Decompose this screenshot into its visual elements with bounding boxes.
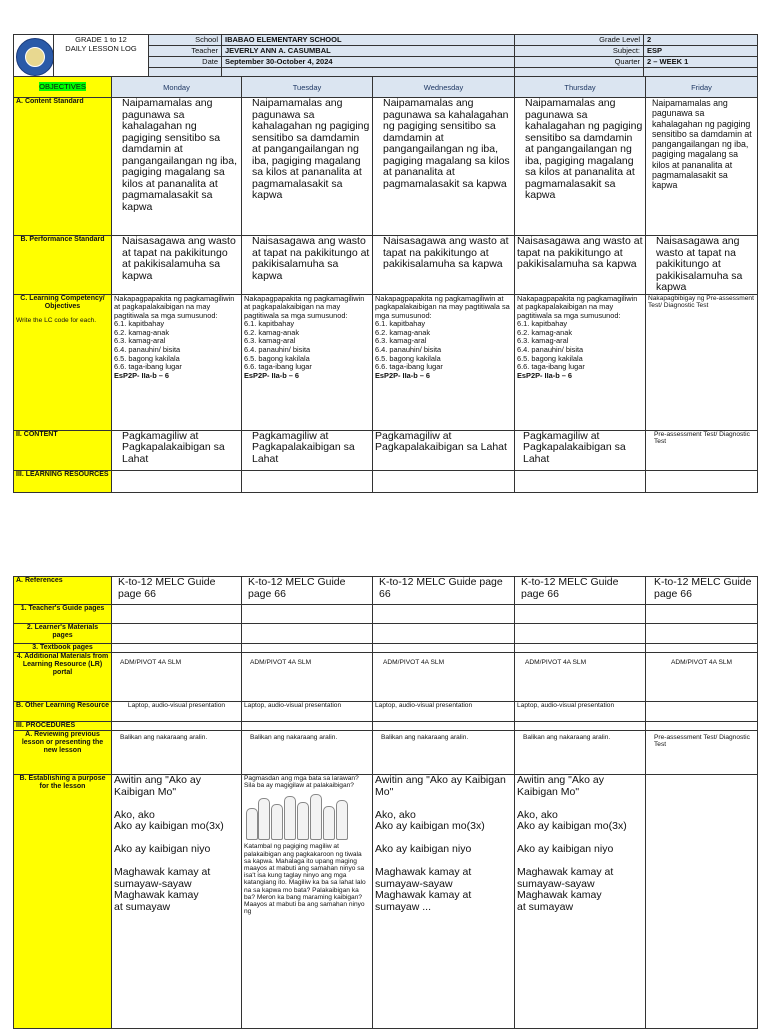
references-mon: K-to-12 MELC Guide page 66	[112, 577, 242, 605]
textbook-label: 3. Textbook pages	[14, 644, 112, 653]
competency-tue: Nakapagpapakita ng pagkamagiliwin at pagkapalakaibigan na may pagtitiwala sa mga sumusunod: 6.1. kapitbahay 6.2. kamag-anak 6.3. kamag-aral 6.4. panauhin/ bisita 6.5. bagong kakilala 6.6. taga-ibang lugar EsP2P- IIa-b – 6	[242, 294, 373, 430]
date-label: Date	[149, 57, 222, 68]
reviewing-wed: Balikan ang nakaraang aralin.	[373, 731, 515, 775]
content-standard-fri: Naipamamalas ang pagunawa sa kahalagahan ng pagiging sensitibo sa damdamin at pangangailangan ng iba, pagiging magalang sa kilos at pananalita at pagmamalasakit sa kapwa	[646, 98, 758, 236]
references-tue: K-to-12 MELC Guide page 66	[242, 577, 373, 605]
teachers-guide-label: 1. Teacher's Guide pages	[14, 605, 112, 624]
competency-label-cell	[14, 294, 112, 430]
establishing-fri	[646, 775, 758, 1029]
performance-standard-tue: Naisasagawa ang wasto at tapat na pakikitungo at pakikisalamuha sa kapwa	[242, 236, 373, 295]
deped-seal	[14, 35, 54, 79]
additional-label: 4. Additional Materials from Learning Resource (LR) portal	[14, 653, 112, 702]
competency-thu: Nakapagpapakita ng pagkamagiliwin at pagkapalakaibigan na may pagtitiwala sa mga sumusunod: 6.1. kapitbahay 6.2. kamag-anak 6.3. kamag-aral 6.4. panauhin/ bisita 6.5. bagong kakilala 6.6. taga-ibang lugar EsP2P- IIa-b – 6	[515, 294, 646, 430]
competency-fri: Nakapagbibigay ng Pre-assessment Test/ Diagnostic Test	[646, 294, 758, 430]
performance-standard-wed: Naisasagawa ang wasto at tapat na pakikitungo at pakikisalamuha sa kapwa	[373, 236, 515, 295]
performance-standard-thu: Naisasagawa ang wasto at tapat na pakikitungo at pakikisalamuha sa kapwa	[515, 236, 646, 295]
other-resources-thu: Laptop, audio-visual presentation	[515, 702, 646, 722]
other-resources-tue: Laptop, audio-visual presentation	[242, 702, 373, 722]
subject-label: Subject:	[515, 46, 644, 57]
quarter-label: Quarter	[515, 57, 644, 68]
objectives-table	[13, 76, 758, 493]
performance-standard-fri: Naisasagawa ang wasto at tapat na pakikitungo at pakikisalamuha sa kapwa	[646, 236, 758, 295]
references-label: A. References	[14, 577, 112, 605]
teacher-label: Teacher	[149, 46, 222, 57]
other-resources-label: B. Other Learning Resource	[14, 702, 112, 722]
deped-seal-icon	[16, 38, 54, 76]
content-tue: Pagkamagiliw at Pagkapalakaibigan sa Lahat	[242, 430, 373, 470]
other-resources-mon: Laptop, audio-visual presentation	[112, 702, 242, 722]
day-friday: Friday	[646, 77, 758, 98]
competency-label: C. Learning Competency/ Objectives	[20, 294, 105, 310]
reviewing-label: A. Reviewing previous lesson or presenting the new lesson	[14, 731, 112, 775]
resources-procedures-table	[13, 576, 758, 1029]
competency-mon: Nakapagpapakita ng pagkamagiliwin at pagkapalakaibigan na may pagtitiwala sa mga sumusunod: 6.1. kapitbahay 6.2. kamag-anak 6.3. kamag-aral 6.4. panauhin/ bisita 6.5. bagong kakilala 6.6. taga-ibang lugar EsP2P- IIa-b – 6	[112, 294, 242, 430]
references-thu: K-to-12 MELC Guide page 66	[515, 577, 646, 605]
header-table	[13, 34, 758, 79]
school-value: IBABAO ELEMENTARY SCHOOL	[222, 35, 515, 46]
grade-label: Grade Level	[515, 35, 644, 46]
additional-thu: ADM/PIVOT 4A SLM	[515, 653, 646, 702]
additional-wed: ADM/PIVOT 4A SLM	[373, 653, 515, 702]
log-title: GRADE 1 to 12 DAILY LESSON LOG	[54, 35, 149, 79]
additional-fri: ADM/PIVOT 4A SLM	[646, 653, 758, 702]
references-fri: K-to-12 MELC Guide page 66	[646, 577, 758, 605]
objectives-header: OBJECTIVES	[14, 77, 112, 98]
date-value: September 30-October 4, 2024	[222, 57, 515, 68]
school-label: School	[149, 35, 222, 46]
content-mon: Pagkamagiliw at Pagkapalakaibigan sa Lahat	[112, 430, 242, 470]
content-standard-mon: Naipamamalas ang pagunawa sa kahalagahan ng pagiging sensitibo sa damdamin at pangangailangan ng iba, pagiging magalang sa kilos at pananalita at pagmamalasakit sa kapwa	[112, 98, 242, 236]
references-wed: K-to-12 MELC Guide page 66	[373, 577, 515, 605]
quarter-value: 2 – WEEK 1	[644, 57, 758, 68]
content-standard-tue: Naipamamalas ang pagunawa sa kahalagahan ng pagiging sensitibo sa damdamin at pangangailangan ng iba, pagiging magalang sa kilos at pananalita at pagmamalasakit sa kapwa	[242, 98, 373, 236]
reviewing-fri: Pre-assessment Test/ Diagnostic Test	[646, 731, 758, 775]
day-monday: Monday	[112, 77, 242, 98]
content-standard-wed: Naipamamalas ang pagunawa sa kahalagahan ng pagiging sensitibo sa damdamin at pangangailangan ng iba, pagiging magalang sa kilos at pananalita at pagmamalasakit sa kapwa	[373, 98, 515, 236]
establishing-tue-question: Pagmasdan ang mga bata sa larawan? Sila ba ay magigilaw at palakaibigan?	[244, 775, 359, 790]
other-resources-wed: Laptop, audio-visual presentation	[373, 702, 515, 722]
day-thursday: Thursday	[515, 77, 646, 98]
additional-mon: ADM/PIVOT 4A SLM	[112, 653, 242, 702]
procedures-label: III. PROCEDURES	[14, 722, 112, 731]
competency-wed: Nakapagpapakita ng pagkamagiliwin at pagkapalakaibigan na may pagtitiwala sa mga sumusunod: 6.1. kapitbahay 6.2. kamag-anak 6.3. kamag-aral 6.4. panauhin/ bisita 6.5. bagong kakilala 6.6. taga-ibang lugar EsP2P- IIa-b – 6	[373, 294, 515, 430]
content-fri: Pre-assessment Test/ Diagnostic Test	[646, 430, 758, 470]
establishing-label: B. Establishing a purpose for the lesson	[14, 775, 112, 1029]
competency-note: Write the LC code for each.	[16, 316, 97, 324]
performance-standard-mon: Naisasagawa ang wasto at tapat na pakikitungo at pakikisalamuha sa kapwa	[112, 236, 242, 295]
establishing-tue-text: Katambal ng pagiging magiliw at palakaibigan ang pagkakaroon ng tiwala sa kapwa. Mahalaga ito upang maging maayos at mabuti ang samahan ninyo sa isa't isa kung taglay ninyo ang mga katangiang ito. Magiliw ka ba sa lahat lalo na sa kapwa mo bata? Palakaibigan ka ba? Meron ka bang maraming kaibigan? Maayos at mabuti ba ang samahan ninyo ng	[244, 843, 366, 916]
content-thu: Pagkamagiliw at Pagkapalakaibigan sa Lahat	[515, 430, 646, 470]
additional-tue: ADM/PIVOT 4A SLM	[242, 653, 373, 702]
establishing-mon: Awitin ang "Ako ay Kaibigan Mo" Ako, ako Ako ay kaibigan mo(3x) Ako ay kaibigan niyo Maghawak kamay at sumayaw-sayaw Maghawak kamay at sumayaw	[112, 775, 242, 1029]
content-wed: Pagkamagiliw at Pagkapalakaibigan sa Lahat	[373, 430, 515, 470]
children-drawing	[244, 792, 354, 840]
establishing-tue	[242, 775, 373, 1029]
grade-value: 2	[644, 35, 758, 46]
reviewing-tue: Balikan ang nakaraang aralin.	[242, 731, 373, 775]
content-label: II. CONTENT	[14, 430, 112, 470]
establishing-wed: Awitin ang "Ako ay Kaibigan Mo" Ako, ako Ako ay kaibigan mo(3x) Ako ay kaibigan niyo Maghawak kamay at sumayaw-sayaw Maghawak kamay at sumayaw ...	[373, 775, 515, 1029]
performance-standard-label: B. Performance Standard	[14, 236, 112, 295]
content-standard-thu: Naipamamalas ang pagunawa sa kahalagahan ng pagiging sensitibo sa damdamin at pangangailangan ng iba, pagiging magalang sa kilos at pananalita at pagmamalasakit sa kapwa	[515, 98, 646, 236]
subject-value: ESP	[644, 46, 758, 57]
learners-materials-label: 2. Learner's Materials pages	[14, 624, 112, 644]
content-standard-label: A. Content Standard	[14, 98, 112, 236]
learning-resources-label: III. LEARNING RESOURCES	[14, 470, 112, 492]
teacher-value: JEVERLY ANN A. CASUMBAL	[222, 46, 515, 57]
day-tuesday: Tuesday	[242, 77, 373, 98]
day-wednesday: Wednesday	[373, 77, 515, 98]
reviewing-mon: Balikan ang nakaraang aralin.	[112, 731, 242, 775]
reviewing-thu: Balikan ang nakaraang aralin.	[515, 731, 646, 775]
establishing-thu: Awitin ang "Ako ay Kaibigan Mo" Ako, ako Ako ay kaibigan mo(3x) Ako ay kaibigan niyo Maghawak kamay at sumayaw-sayaw Maghawak kamay at sumayaw	[515, 775, 646, 1029]
